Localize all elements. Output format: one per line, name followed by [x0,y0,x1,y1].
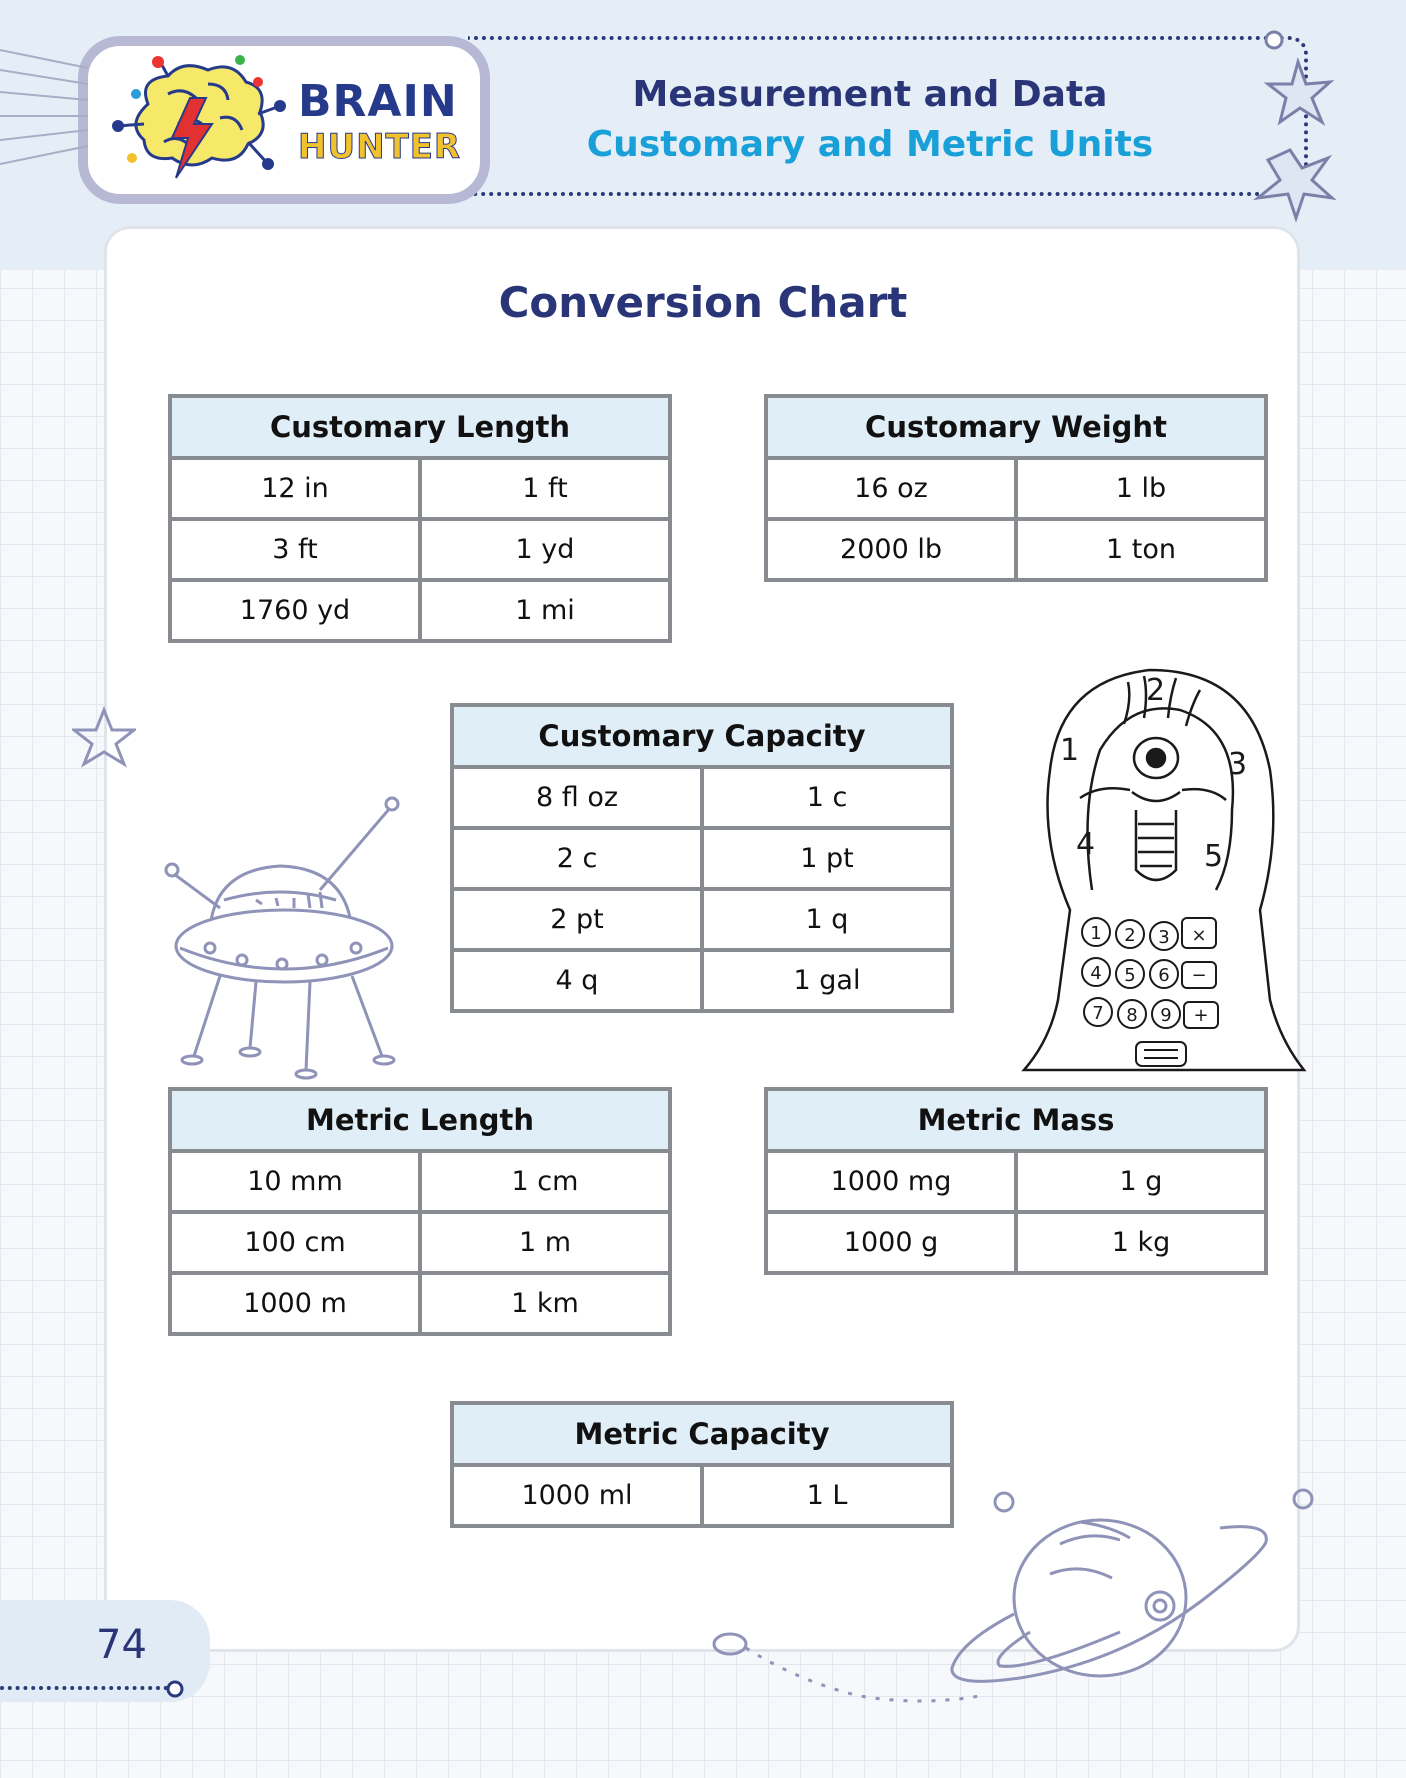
table-cell: 1000 ml [452,1465,702,1526]
table-header: Customary Weight [766,396,1266,458]
robot-key: 8 [1126,1005,1138,1026]
table-cell: 8 fl oz [452,767,702,828]
circle-doodle-icon [1290,1486,1316,1512]
table-cell: 2000 lb [766,519,1016,580]
page-number-dotted-line [0,1686,168,1690]
metric-length-table [168,1087,672,1336]
table-cell: 1 km [420,1273,670,1334]
table-cell: 1 mi [420,580,670,641]
page-number: 74 [96,1622,147,1668]
header-dotted-border [468,36,1308,196]
robot-calculator-doodle-icon [1020,660,1310,1090]
speed-lines-icon [0,40,90,180]
table-cell: 1 cm [420,1151,670,1212]
robot-key: 4 [1090,963,1102,984]
table-header: Metric Length [170,1089,670,1151]
brain-logo-icon [108,54,288,194]
table-row [170,580,670,641]
table-row [170,458,670,519]
table-header: Customary Capacity [452,705,952,767]
table-cell: 1 q [702,889,952,950]
robot-key: 3 [1158,927,1170,948]
robot-number: 5 [1204,839,1224,874]
table-cell: 1000 g [766,1212,1016,1273]
table-header: Metric Capacity [452,1403,952,1465]
table-cell: 1 c [702,767,952,828]
robot-key: 5 [1124,965,1136,986]
table-row [170,519,670,580]
table-cell: 4 q [452,950,702,1011]
header-title: Measurement and Data [632,74,1108,115]
header-subtitle: Customary and Metric Units [586,124,1154,165]
customary-capacity-table [450,703,954,1013]
robot-key: 9 [1160,1005,1172,1026]
table-cell: 3 ft [170,519,420,580]
logo-brain-text: BRAIN [298,76,458,127]
table-cell: 1 ton [1016,519,1266,580]
table-row [452,950,952,1011]
robot-key: 6 [1158,965,1170,986]
table-cell: 16 oz [766,458,1016,519]
table-cell: 1 ft [420,458,670,519]
table-row [170,1273,670,1334]
table-cell: 10 mm [170,1151,420,1212]
logo-hunter-text: HUNTER [298,127,462,167]
table-cell: 2 c [452,828,702,889]
robot-key: 7 [1092,1003,1104,1024]
table-row [452,767,952,828]
header-stars-icon [1240,22,1370,232]
table-cell: 1 m [420,1212,670,1273]
table-cell: 1 g [1016,1151,1266,1212]
table-cell: 2 pt [452,889,702,950]
planet-doodle-icon [700,1482,1300,1718]
robot-key: 2 [1124,925,1136,946]
table-cell: 1 yd [420,519,670,580]
table-cell: 1 kg [1016,1212,1266,1273]
robot-key: + [1193,1005,1209,1026]
table-row [766,519,1266,580]
table-cell: 1 pt [702,828,952,889]
logo-box [78,36,490,204]
robot-key: × [1191,925,1207,946]
customary-weight-table [764,394,1268,582]
table-cell: 1 gal [702,950,952,1011]
table-row [452,889,952,950]
page-title: Conversion Chart [498,278,908,327]
metric-mass-table [764,1087,1268,1275]
table-header: Metric Mass [766,1089,1266,1151]
ufo-doodle-icon [160,790,410,1080]
table-row [170,1151,670,1212]
robot-key: − [1191,965,1207,986]
robot-number: 1 [1060,733,1080,768]
table-cell: 1 L [702,1465,952,1526]
table-row [766,458,1266,519]
star-doodle-icon [72,706,136,768]
table-row [766,1212,1266,1273]
robot-number: 2 [1146,673,1166,708]
table-cell: 1000 m [170,1273,420,1334]
robot-number: 3 [1228,747,1248,782]
table-header: Customary Length [170,396,670,458]
page-line-end-icon [164,1678,186,1700]
robot-number: 4 [1076,827,1096,862]
customary-length-table [168,394,672,643]
table-cell: 1 lb [1016,458,1266,519]
table-row [170,1212,670,1273]
logo-text [298,76,462,167]
robot-key: 1 [1090,923,1102,944]
table-cell: 1000 mg [766,1151,1016,1212]
table-row [766,1151,1266,1212]
table-cell: 100 cm [170,1212,420,1273]
table-cell: 1760 yd [170,580,420,641]
table-row [452,828,952,889]
table-cell: 12 in [170,458,420,519]
